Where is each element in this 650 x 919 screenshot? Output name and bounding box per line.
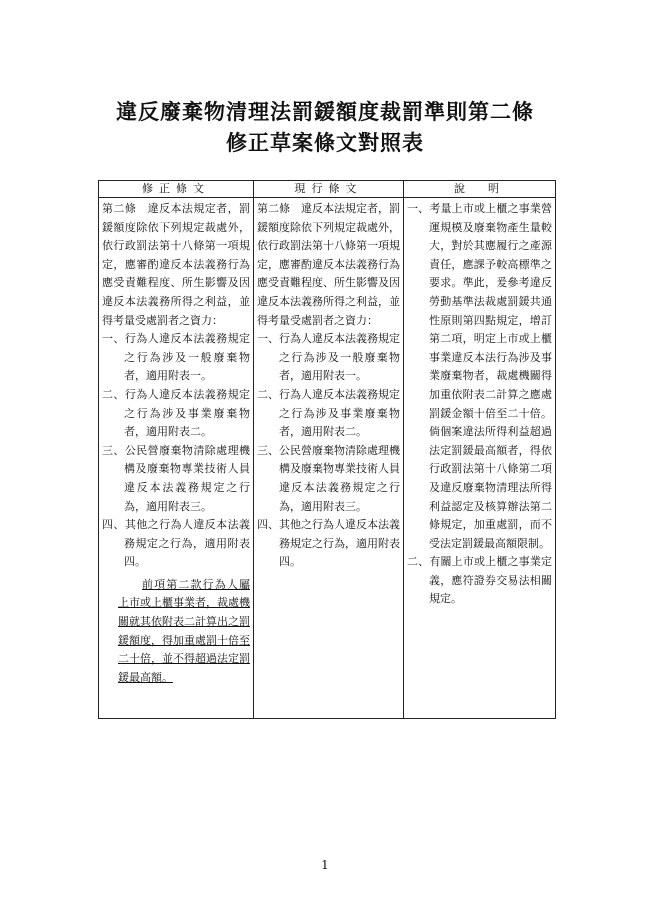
amended-article-text: 第二條 違反本法規定者，罰鍰額度除依下列規定裁處外，依行政罰法第十八條第一項規定，應審酌違反本法義務行為應受責難程度、所生影響及因違反本法義務所得之利益，並得考量受處罰者之資力： bbox=[102, 202, 250, 327]
current-item-3: 三、公民營廢棄物清除處理機構及廢棄物專業技術人員違反本法義務規定之行為，適用附表三。 bbox=[257, 443, 400, 513]
table-body-row bbox=[99, 198, 556, 719]
amended-item-4: 四、其他之行為人違反本法義務規定之行為，適用附表四。 bbox=[102, 518, 250, 569]
amended-item-2: 二、行為人違反本法義務規定之行為涉及事業廢棄物者，適用附表二。 bbox=[102, 387, 250, 439]
current-article-text: 第二條 違反本法規定者，罰鍰額度除依下列規定裁處外，依行政罰法第十八條第一項規定，應審酌違反本法義務行為應受責難程度、所生影響及因違反本法義務所得之利益，並得考量受處罰者之資力： bbox=[257, 202, 400, 327]
header-amended: 修正條文 bbox=[99, 181, 254, 198]
table-header-row bbox=[99, 181, 556, 198]
header-explanation: 說 明 bbox=[404, 181, 556, 198]
current-column bbox=[254, 198, 404, 719]
current-item-2: 二、行為人違反本法義務規定之行為涉及事業廢棄物者，適用附表二。 bbox=[257, 387, 400, 439]
document-title-line2: 修正草案條文對照表 bbox=[226, 130, 424, 155]
explanation-point-2: 二、有關上市或上櫃之事業定義，應符證券交易法相關規定。 bbox=[407, 555, 552, 606]
amended-item-3: 三、公民營廢棄物清除處理機構及廢棄物專業技術人員違反本法義務規定之行為，適用附表三。 bbox=[102, 443, 250, 513]
amended-added-paragraph: 前項第二款行為人屬上市或上櫃事業者，裁處機關就其依附表二計算出之罰鍰額度，得加重處罰十倍至二十倍，並不得超過法定罰鍰最高額。 bbox=[118, 577, 250, 684]
explanation-column bbox=[404, 198, 556, 719]
comparison-table bbox=[98, 180, 556, 719]
header-current: 現行條文 bbox=[254, 181, 404, 198]
amended-column bbox=[99, 198, 254, 719]
document-title-line1: 違反廢棄物清理法罰鍰額度裁罰準則第二條 bbox=[116, 99, 534, 124]
explanation-point-1: 一、考量上市或上櫃之事業營運規模及廢棄物產生量較大，對於其應履行之產源責任，應課予較高標準之要求。準此，爰參考違反勞動基準法裁處罰鍰共通性原則第四點規定，增訂第二項，明定上市或上櫃事業違反本法行為涉及事業廢棄物者，裁處機關得加重依附表二計算之應處罰鍰金額十倍至二十倍。倘個案違法所得利益超過法定罰鍰最高額者，得依行政罰法第十八條第二項及違反廢棄物清理法所得利益認定及核算辦法第二條規定，加重處罰，而不受法定罰鍰最高額限制。 bbox=[407, 202, 552, 550]
page-number: 1 bbox=[321, 858, 329, 872]
amended-item-1: 一、行為人違反本法義務規定之行為涉及一般廢棄物者，適用附表一。 bbox=[102, 332, 250, 383]
current-item-1: 一、行為人違反本法義務規定之行為涉及一般廢棄物者，適用附表一。 bbox=[257, 332, 400, 383]
current-item-4: 四、其他之行為人違反本法義務規定之行為，適用附表四。 bbox=[257, 518, 400, 569]
